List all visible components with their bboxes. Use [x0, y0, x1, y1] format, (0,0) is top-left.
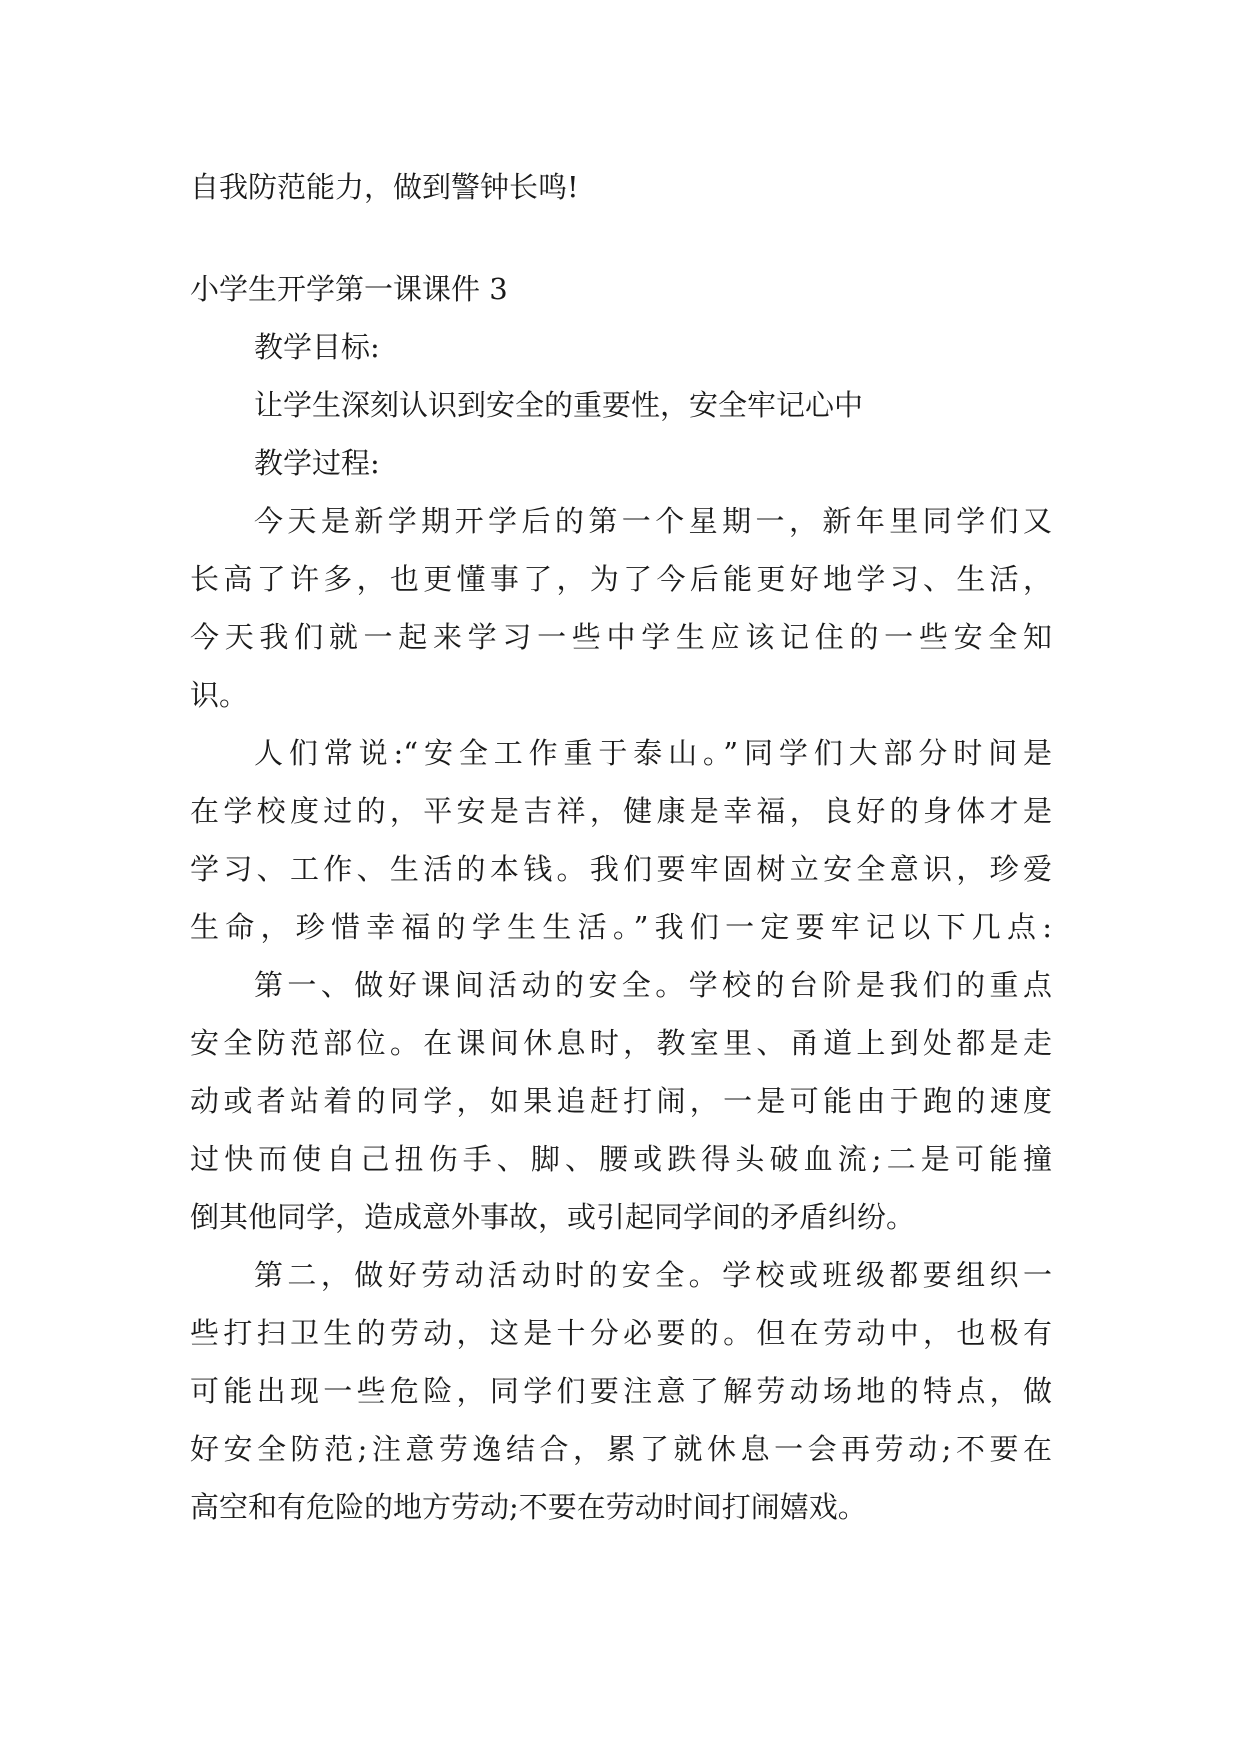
- paragraph-line: 人们常说:“安全工作重于泰山。”同学们大部分时间是: [254, 736, 1052, 770]
- paragraph-line: 动或者站着的同学，如果追赶打闹，一是可能由于跑的速度: [190, 1084, 1052, 1118]
- paragraph: [190, 492, 1052, 724]
- paragraph-line: 学习、工作、生活的本钱。我们要牢固树立安全意识，珍爱: [190, 852, 1052, 886]
- process-label: 教学过程:: [254, 446, 380, 480]
- paragraph-line: 可能出现一些危险，同学们要注意了解劳动场地的特点，做: [190, 1374, 1052, 1408]
- paragraph-line: 第一、做好课间活动的安全。学校的台阶是我们的重点: [254, 968, 1052, 1002]
- paragraph-line: 高空和有危险的地方劳动;不要在劳动时间打闹嬉戏。: [190, 1490, 867, 1524]
- paragraph-line: 好安全防范;注意劳逸结合，累了就休息一会再劳动;不要在: [190, 1432, 1052, 1466]
- paragraph-line: 些打扫卫生的劳动，这是十分必要的。但在劳动中，也极有: [190, 1316, 1052, 1350]
- paragraph-line: 过快而使自己扭伤手、脚、腰或跌得头破血流;二是可能撞: [190, 1142, 1052, 1176]
- paragraph-line: 倒其他同学，造成意外事故，或引起同学间的矛盾纠纷。: [190, 1200, 916, 1234]
- paragraph-line: 安全防范部位。在课间休息时，教室里、甬道上到处都是走: [190, 1026, 1052, 1060]
- paragraph-line: 今天是新学期开学后的第一个星期一，新年里同学们又: [254, 504, 1052, 538]
- paragraph-line: 今天我们就一起来学习一些中学生应该记住的一些安全知: [190, 620, 1052, 654]
- paragraph-line: 生命，珍惜幸福的学生生活。”我们一定要牢记以下几点:: [190, 910, 1052, 944]
- paragraph: [190, 956, 1052, 1246]
- document-body: [190, 158, 1052, 1536]
- goal-label: 教学目标:: [254, 330, 380, 364]
- paragraph-line: 识。: [190, 678, 249, 712]
- goal-text: 让学生深刻认识到安全的重要性，安全牢记心中: [254, 388, 864, 422]
- paragraph: [190, 1246, 1052, 1536]
- section-title: 小学生开学第一课课件 3: [190, 272, 508, 306]
- paragraph-line: 第二，做好劳动活动时的安全。学校或班级都要组织一: [254, 1258, 1052, 1292]
- opening-line: 自我防范能力，做到警钟长鸣!: [190, 170, 579, 204]
- paragraph: [190, 724, 1052, 956]
- paragraph-line: 在学校度过的，平安是吉祥，健康是幸福，良好的身体才是: [190, 794, 1052, 828]
- paragraph-line: 长高了许多，也更懂事了，为了今后能更好地学习、生活，: [190, 562, 1052, 596]
